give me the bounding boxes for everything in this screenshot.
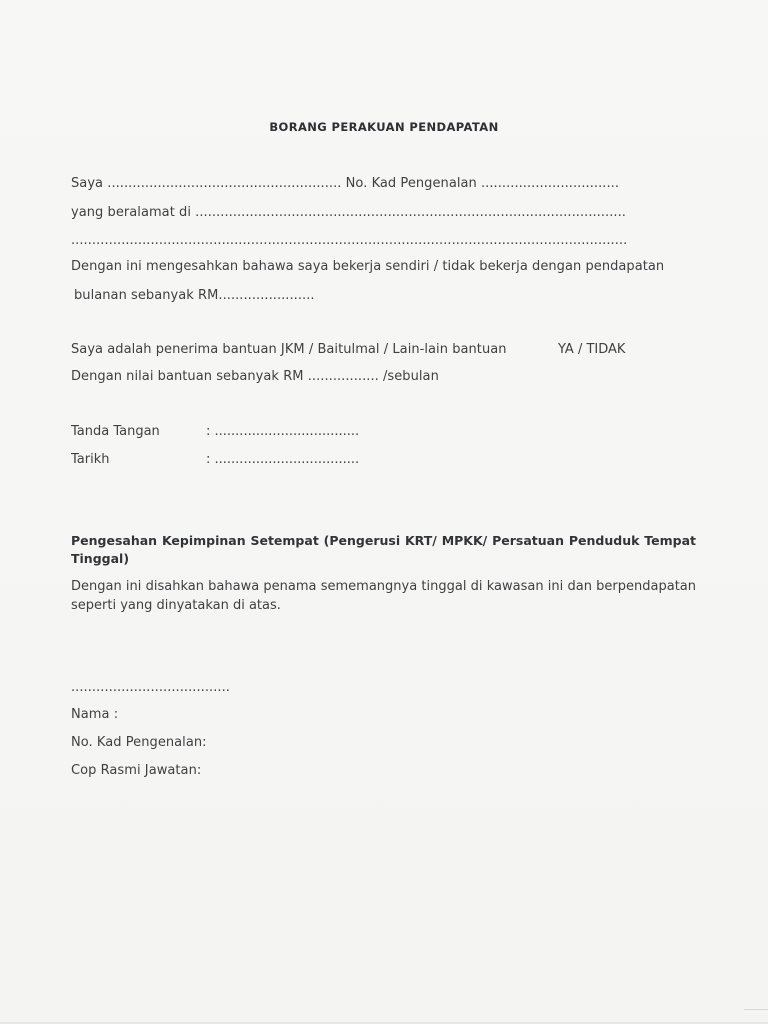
monthly-income-line: bulanan sebanyak RM....................... [74,288,315,303]
date-label: Tarikh [71,452,110,467]
aid-recipient-line: Saya adalah penerima bantuan JKM / Baitulmal / Lain-lain bantuan [71,342,507,357]
verifier-name-label: Nama : [71,707,119,722]
date-field: : ................................... [206,452,360,467]
verifier-signature-line: ...................................... [71,680,230,695]
declaration-line: Dengan ini mengesahkan bahawa saya bekerja sendiri / tidak bekerja dengan pendapatan [71,259,665,274]
page-edge-mark [744,1009,768,1010]
aid-value-line: Dengan nilai bantuan sebanyak RM ................. /sebulan [71,369,439,384]
signature-label: Tanda Tangan [71,424,160,439]
aid-options: YA / TIDAK [558,342,626,357]
verification-heading: Pengesahan Kepimpinan Setempat (Pengerusi KRT/ MPKK/ Persatuan Penduduk Tempat Tinggal) [71,533,696,566]
verification-statement: Dengan ini disahkan bahawa penama sememangnya tinggal di kawasan ini dan berpendapatan seperti yang dinyatakan di atas. [71,579,696,613]
form-title: BORANG PERAKUAN PENDAPATAN [269,120,499,134]
official-stamp-label: Cop Rasmi Jawatan: [71,763,202,778]
address-continuation-line: ..................................................................................................................................... [71,233,628,248]
signature-field: : ................................... [206,424,360,439]
address-line: yang beralamat di ....................................................................................................... [71,205,626,220]
verifier-ic-label: No. Kad Pengenalan: [71,735,207,750]
name-ic-line: Saya ........................................................ No. Kad Pengenalan ................................. [71,176,619,191]
